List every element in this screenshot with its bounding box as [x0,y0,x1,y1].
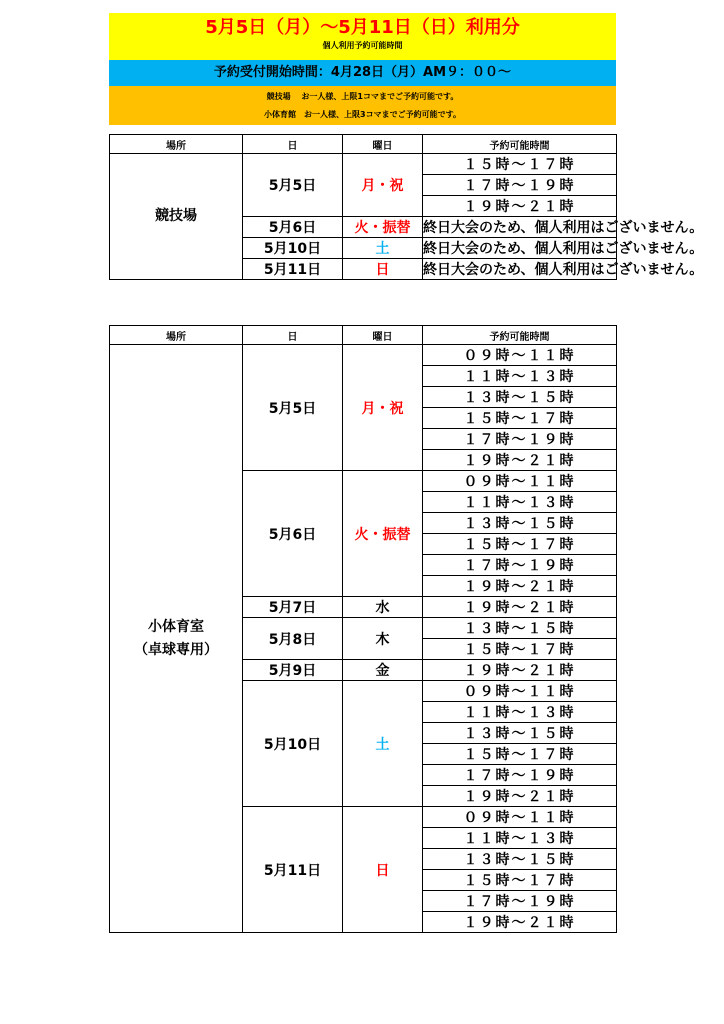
note-gym: 小体育館 お一人様、上限3コマまでご予約可能です。 [264,110,461,119]
notes-band [109,86,616,125]
time-slot: １９時～２１時 [423,912,617,933]
time-slot: １９時～２１時 [423,660,617,681]
reservation-start-text: 予約受付開始時間：4月28日（月）AM９：００～ [213,65,512,80]
table-row [110,154,617,175]
table-row [110,345,617,366]
weekday-cell: 火・振替 [343,471,423,597]
time-slot: １９時～２１時 [423,450,617,471]
weekday-cell: 木 [343,618,423,660]
date-cell: 5月10日 [243,681,343,807]
stadium-schedule-table [109,134,704,280]
no-availability-note: 終日大会のため、個人利用はございません。 [423,238,617,259]
time-slot: １９時～２１時 [423,196,617,217]
date-cell: 5月11日 [243,807,343,933]
time-slot: １７時～１９時 [423,429,617,450]
time-slot: １７時～１９時 [423,765,617,786]
time-slot: １７時～１９時 [423,175,617,196]
time-slot: １９時～２１時 [423,576,617,597]
weekday-cell: 土 [343,238,423,259]
time-slot: １３時～１５時 [423,618,617,639]
date-cell: 5月6日 [243,471,343,597]
reservation-start-band [109,60,616,86]
no-availability-note: 終日大会のため、個人利用はございません。 [423,259,617,280]
date-cell: 5月5日 [243,345,343,471]
col-header-weekday: 曜日 [343,135,423,154]
time-slot: １７時～１９時 [423,891,617,912]
time-slot: １５時～１７時 [423,870,617,891]
time-slot: １３時～１５時 [423,387,617,408]
no-availability-note: 終日大会のため、個人利用はございません。 [423,217,617,238]
table-header-row [110,326,617,345]
place-gym-line2: （卓球専用） [134,641,218,658]
col-header-times: 予約可能時間 [423,135,617,154]
place-gym [110,345,243,933]
col-header-date: 日 [243,135,343,154]
date-cell: 5月9日 [243,660,343,681]
col-header-weekday: 曜日 [343,326,423,345]
date-cell: 5月8日 [243,618,343,660]
gym-schedule-table [109,325,617,933]
col-header-place: 場所 [110,326,243,345]
time-slot: １７時～１９時 [423,555,617,576]
time-slot: １３時～１５時 [423,723,617,744]
col-header-times: 予約可能時間 [423,326,617,345]
weekday-cell: 月・祝 [343,345,423,471]
time-slot: １３時～１５時 [423,849,617,870]
date-cell: 5月7日 [243,597,343,618]
col-header-place: 場所 [110,135,243,154]
time-slot: １５時～１７時 [423,534,617,555]
time-slot: １１時～１３時 [423,492,617,513]
time-slot: ０９時～１１時 [423,345,617,366]
time-slot: １５時～１７時 [423,408,617,429]
place-gym-line1: 小体育室 [148,618,204,635]
time-slot: １５時～１７時 [423,744,617,765]
weekday-cell: 日 [343,259,423,280]
date-cell: 5月10日 [243,238,343,259]
time-slot: １１時～１３時 [423,702,617,723]
weekday-cell: 土 [343,681,423,807]
place-stadium: 競技場 [110,154,243,280]
date-cell: 5月5日 [243,154,343,217]
note-stadium: 競技場 お一人様、上限1コマまでご予約可能です。 [266,92,459,101]
weekday-cell: 水 [343,597,423,618]
time-slot: １５時～１７時 [423,154,617,175]
time-slot: １１時～１３時 [423,366,617,387]
date-cell: 5月11日 [243,259,343,280]
page-title: 5月5日（月）～5月11日（日）利用分 [205,17,520,38]
time-slot: １１時～１３時 [423,828,617,849]
time-slot: ０９時～１１時 [423,681,617,702]
time-slot: １９時～２１時 [423,786,617,807]
date-cell: 5月6日 [243,217,343,238]
time-slot: １９時～２１時 [423,597,617,618]
weekday-cell: 金 [343,660,423,681]
title-band [109,13,616,60]
page-subtitle: 個人利用予約可能時間 [322,41,403,50]
time-slot: ０９時～１１時 [423,471,617,492]
weekday-cell: 日 [343,807,423,933]
table-header-row [110,135,617,154]
col-header-date: 日 [243,326,343,345]
time-slot: １３時～１５時 [423,513,617,534]
time-slot: １５時～１７時 [423,639,617,660]
weekday-cell: 火・振替 [343,217,423,238]
time-slot: ０９時～１１時 [423,807,617,828]
weekday-cell: 月・祝 [343,154,423,217]
